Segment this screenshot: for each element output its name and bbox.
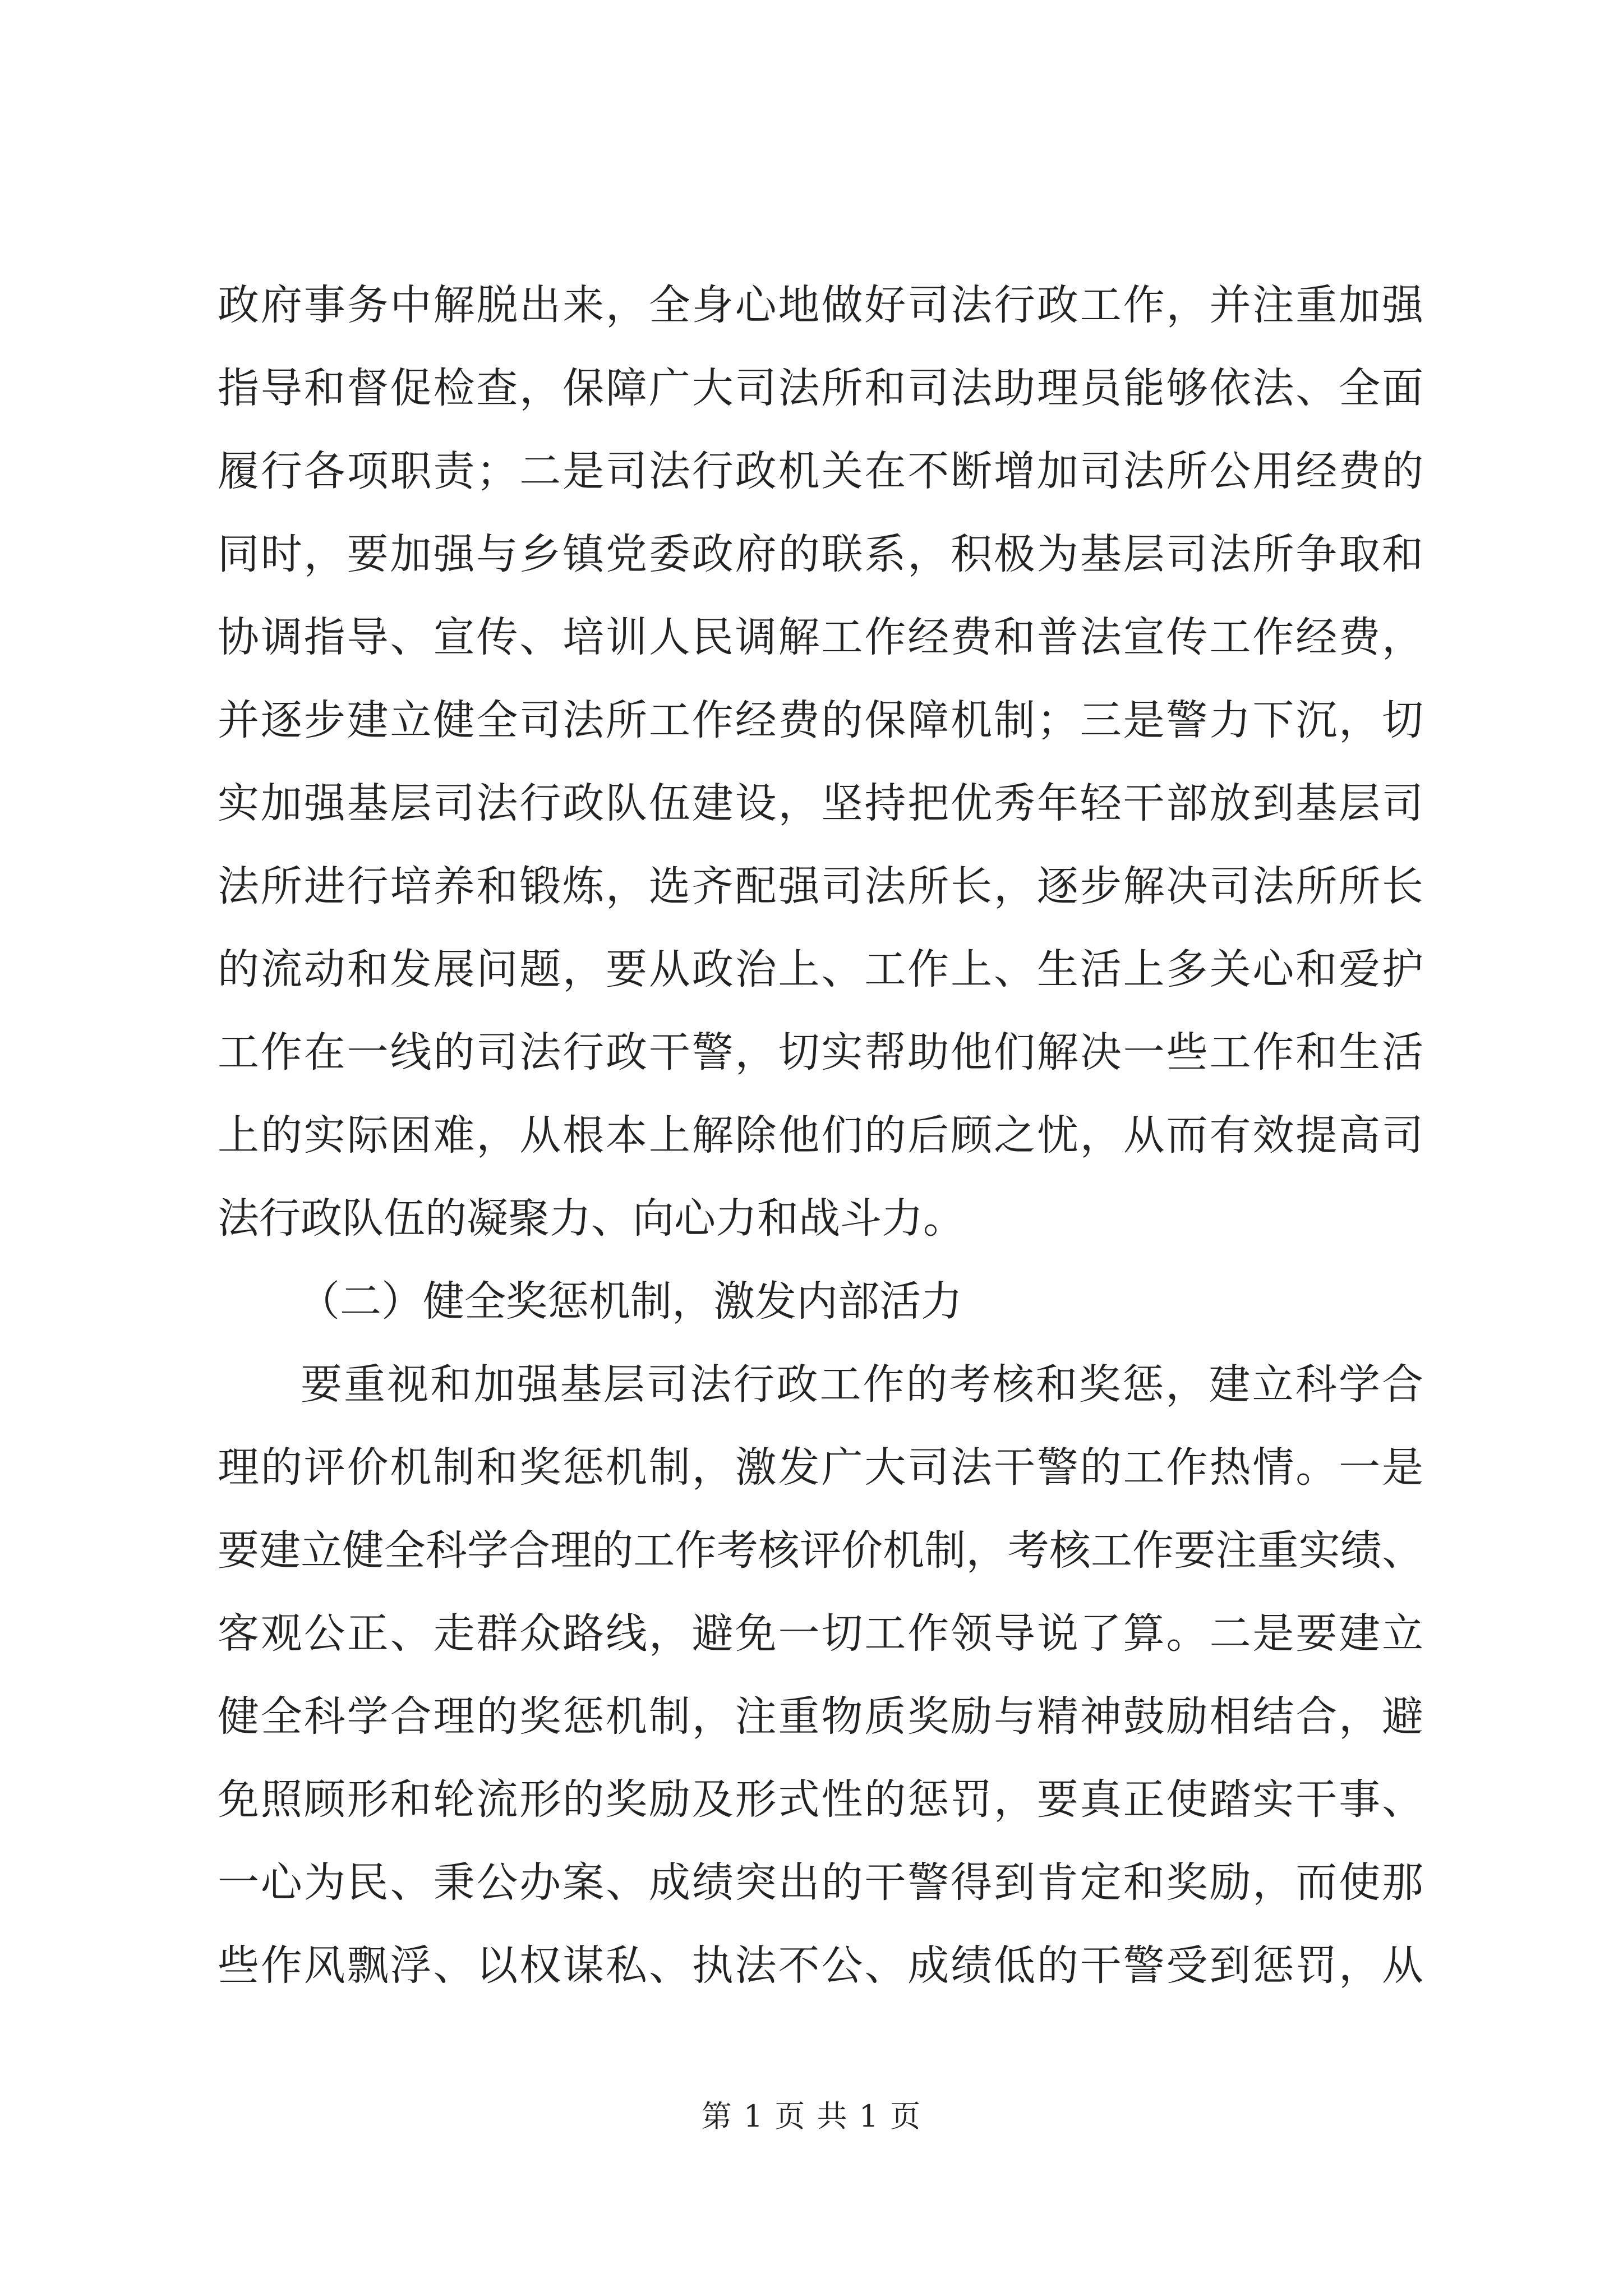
document-body xyxy=(218,264,1423,2007)
paragraph-line: 工作在一线的司法行政干警，切实帮助他们解决一些工作和生活 xyxy=(218,1028,1423,1076)
paragraph-line: 要建立健全科学合理的工作考核评价机制，考核工作要注重实绩、 xyxy=(218,1526,1423,1575)
paragraph-line: 协调指导、宣传、培训人民调解工作经费和普法宣传工作经费， xyxy=(218,613,1423,661)
paragraph-line: 上的实际困难，从根本上解除他们的后顾之忧，从而有效提高司 xyxy=(218,1111,1423,1159)
paragraph-line: 履行各项职责；二是司法行政机关在不断增加司法所公用经费的 xyxy=(218,447,1423,495)
paragraph-line: 的流动和发展问题，要从政治上、工作上、生活上多关心和爱护 xyxy=(218,945,1423,993)
paragraph-line: 健全科学合理的奖惩机制，注重物质奖励与精神鼓励相结合，避 xyxy=(218,1692,1423,1741)
paragraph-line: 指导和督促检查，保障广大司法所和司法助理员能够依法、全面 xyxy=(218,364,1423,412)
paragraph-line: 要重视和加强基层司法行政工作的考核和奖惩，建立科学合 xyxy=(301,1360,1423,1409)
section-heading: （二）健全奖惩机制，激发内部活力 xyxy=(298,1277,962,1326)
paragraph-line: 客观公正、走群众路线，避免一切工作领导说了算。二是要建立 xyxy=(218,1609,1423,1658)
paragraph-line: 同时，要加强与乡镇党委政府的联系，积极为基层司法所争取和 xyxy=(218,530,1423,578)
paragraph-line: 法行政队伍的凝聚力、向心力和战斗力。 xyxy=(218,1194,965,1243)
paragraph-line: 些作风飘浮、以权谋私、执法不公、成绩低的干警受到惩罚，从 xyxy=(218,1941,1423,1990)
paragraph-line: 免照顾形和轮流形的奖励及形式性的惩罚，要真正使踏实干事、 xyxy=(218,1775,1423,1824)
paragraph-line: 政府事务中解脱出来，全身心地做好司法行政工作，并注重加强 xyxy=(218,281,1423,329)
paragraph-line: 法所进行培养和锻炼，选齐配强司法所长，逐步解决司法所所长 xyxy=(218,862,1423,910)
paragraph-line: 实加强基层司法行政队伍建设，坚持把优秀年轻干部放到基层司 xyxy=(218,779,1423,827)
paragraph-line: 一心为民、秉公办案、成绩突出的干警得到肯定和奖励，而使那 xyxy=(218,1858,1423,1907)
paragraph-line: 理的评价机制和奖惩机制，激发广大司法干警的工作热情。一是 xyxy=(218,1443,1423,1492)
paragraph-line: 并逐步建立健全司法所工作经费的保障机制；三是警力下沉，切 xyxy=(218,696,1423,744)
page-number-footer: 第 1 页 共 1 页 xyxy=(701,2099,922,2134)
